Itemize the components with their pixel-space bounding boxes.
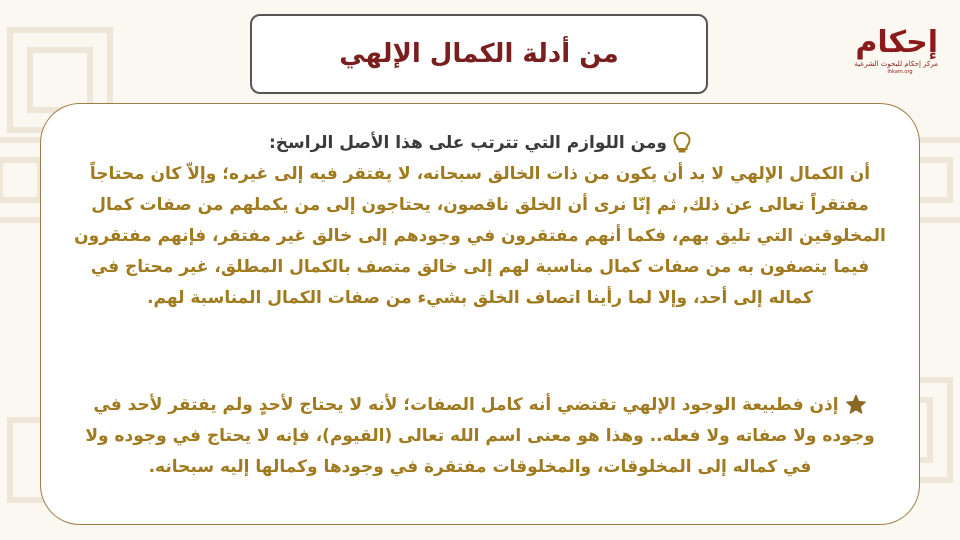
page-title: من أدلة الكمال الإلهي <box>339 39 619 69</box>
paragraph-1-body: أن الكمال الإلهي لا بد أن يكون من ذات الخالق سبحانه، لا يفتقر فيه إلى غيره؛ وإلاّ كان محتاجاً مفتقراً تعالى عن ذلك, ثم إنّا نرى أن الخلق ناقصون، يحتاجون إلى من يكملهم من صفات كمال المخلوقين التي تليق بهم، فكما أنهم مفتقرون في وجودهم إلى خالق غير مفتقر، فإنهم مفتقرون فيما يتصفون به من صفات كمال مناسبة لهم إلى خالق متصف بالكمال المطلق، غير محتاج في كماله إلى أحد، وإلا لما رأينا اتصاف الخلق بشيء من صفات الكمال المناسبة لهم. <box>74 164 886 308</box>
star-icon <box>845 394 867 416</box>
logo-url: Ihkam.org <box>887 69 913 75</box>
paragraph-2-body: إذن فطبيعة الوجود الإلهي تقتضي أنه كامل الصفات؛ لأنه لا يحتاج لأحدٍ ولم يفتقر لأحد في وجوده ولا صفاته ولا فعله.. وهذا هو معنى اسم الله تعالى (القيوم)، فإنه لا يحتاج في وجوده ولا في كماله إلى المخلوقات، والمخلوقات مفتقرة في وجودها وكمالها إليه سبحانه. <box>85 395 875 477</box>
paragraph-1-heading: ومن اللوازم التي تترتب على هذا الأصل الراسخ: <box>269 133 667 153</box>
paragraph-1 <box>70 128 890 314</box>
logo <box>854 25 938 96</box>
logo-subtitle: مركز إحكام للبحوث الشرعية <box>854 60 938 68</box>
paragraph-2 <box>70 390 890 483</box>
lightbulb-icon <box>673 132 691 154</box>
title-box <box>250 14 708 94</box>
logo-wordmark: إحكام <box>855 25 938 60</box>
